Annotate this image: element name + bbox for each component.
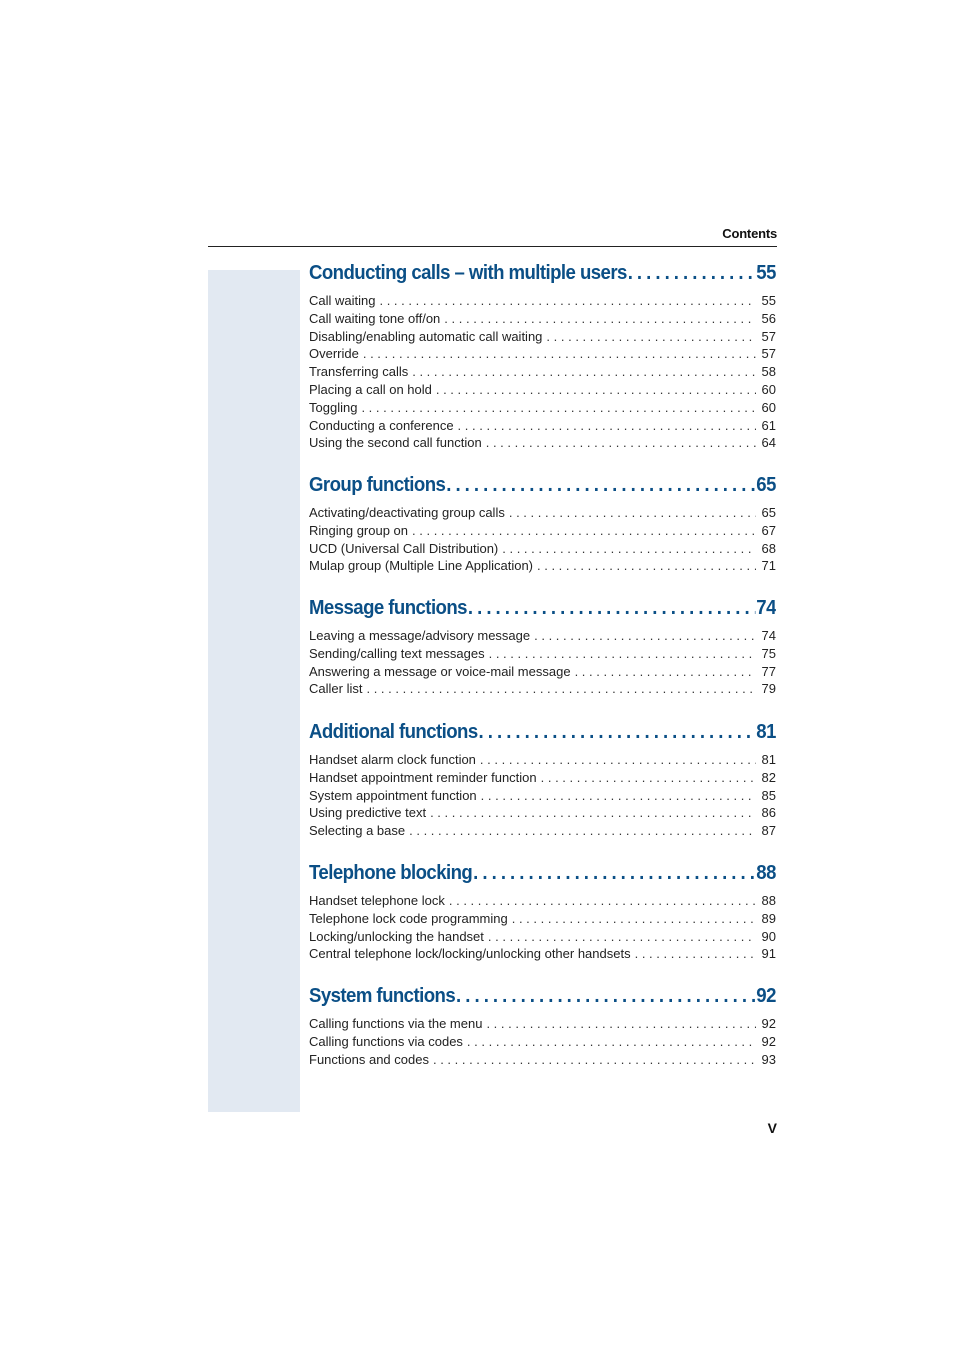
section-heading-link[interactable] xyxy=(309,862,776,892)
entry-title: Placing a call on hold xyxy=(309,381,432,397)
dot-leader xyxy=(446,474,755,497)
section-page: 88 xyxy=(756,862,776,884)
dot-leader xyxy=(436,382,756,397)
entry-page: 60 xyxy=(761,399,776,415)
entry-title: Caller list xyxy=(309,681,363,697)
dot-leader xyxy=(433,1052,756,1067)
entry-page: 91 xyxy=(761,946,776,962)
entry-page: 92 xyxy=(761,1033,776,1049)
dot-leader xyxy=(512,911,756,926)
toc-entry[interactable] xyxy=(309,646,776,664)
toc-entry[interactable] xyxy=(309,911,776,929)
dot-leader xyxy=(481,788,756,803)
dot-leader xyxy=(628,262,756,285)
entry-title: Selecting a base xyxy=(309,823,406,839)
dot-leader xyxy=(541,770,756,785)
entry-page: 85 xyxy=(761,787,776,803)
dot-leader xyxy=(489,646,756,661)
toc-entry[interactable] xyxy=(309,1016,776,1034)
toc-entry[interactable] xyxy=(309,435,776,453)
entry-page: 92 xyxy=(761,1016,776,1031)
dot-leader xyxy=(361,400,756,415)
dot-leader xyxy=(486,1016,756,1031)
dot-leader xyxy=(502,541,756,556)
entry-page: 86 xyxy=(761,805,776,821)
toc-section xyxy=(309,721,776,862)
dot-leader xyxy=(458,418,756,433)
toc-entry[interactable] xyxy=(309,364,776,382)
dot-leader xyxy=(412,523,756,538)
section-heading-link[interactable] xyxy=(309,474,776,504)
toc-entry[interactable] xyxy=(309,505,776,523)
toc-entry[interactable] xyxy=(309,823,776,841)
dot-leader xyxy=(509,505,756,520)
section-page: 65 xyxy=(756,474,776,496)
toc-entry[interactable] xyxy=(309,946,776,964)
toc-entry[interactable] xyxy=(309,752,776,770)
entry-title: System appointment function xyxy=(309,787,477,803)
toc-entry[interactable] xyxy=(309,628,776,646)
entry-title: Call waiting tone off/on xyxy=(309,310,441,326)
entry-page: 68 xyxy=(761,540,776,556)
entry-page: 58 xyxy=(761,364,776,380)
entry-title: Call waiting xyxy=(309,293,376,308)
entry-title: Override xyxy=(309,346,359,362)
entry-page: 64 xyxy=(761,435,776,451)
toc-entry[interactable] xyxy=(309,523,776,541)
section-entries xyxy=(309,505,776,576)
header-rule xyxy=(208,246,777,247)
toc-entry[interactable] xyxy=(309,311,776,329)
entry-page: 57 xyxy=(761,346,776,362)
entry-title: Central telephone lock/locking/unlocking other handsets xyxy=(309,946,631,962)
entry-page: 90 xyxy=(761,928,776,944)
dot-leader xyxy=(467,1034,756,1049)
header-label: Contents xyxy=(722,226,777,241)
section-title: System functions xyxy=(309,985,456,1007)
dot-leader xyxy=(534,628,756,643)
entry-page: 55 xyxy=(761,293,776,308)
page-number: V xyxy=(767,1120,777,1136)
entry-title: UCD (Universal Call Distribution) xyxy=(309,540,499,556)
entry-page: 75 xyxy=(761,645,776,661)
toc-entry[interactable] xyxy=(309,293,776,311)
toc-entry[interactable] xyxy=(309,664,776,682)
toc-entry[interactable] xyxy=(309,400,776,418)
dot-leader xyxy=(366,681,756,696)
entry-title: Leaving a message/advisory message xyxy=(309,628,531,643)
section-heading-link[interactable] xyxy=(309,985,776,1015)
entry-title: Calling functions via the menu xyxy=(309,1016,483,1031)
section-entries xyxy=(309,293,776,453)
entry-title: Disabling/enabling automatic call waiting xyxy=(309,328,543,344)
toc-entry[interactable] xyxy=(309,1034,776,1052)
dot-leader xyxy=(444,311,756,326)
side-panel xyxy=(208,270,300,1112)
section-heading-link[interactable] xyxy=(309,262,776,292)
section-entries xyxy=(309,893,776,964)
entry-title: Functions and codes xyxy=(309,1051,429,1067)
dot-leader xyxy=(537,558,756,573)
dot-leader xyxy=(575,664,756,679)
entry-page: 71 xyxy=(761,558,776,574)
dot-leader xyxy=(480,752,756,767)
dot-leader xyxy=(546,329,756,344)
section-title: Conducting calls – with multiple users xyxy=(309,262,627,284)
toc-entry[interactable] xyxy=(309,681,776,699)
toc-entry[interactable] xyxy=(309,893,776,911)
dot-leader xyxy=(409,823,756,838)
entry-page: 88 xyxy=(761,893,776,908)
entry-title: Handset alarm clock function xyxy=(309,752,476,767)
section-page: 55 xyxy=(756,262,776,284)
entry-page: 56 xyxy=(761,310,776,326)
section-heading-link[interactable] xyxy=(309,597,776,627)
dot-leader xyxy=(430,805,756,820)
entry-title: Answering a message or voice-mail message xyxy=(309,663,571,679)
dot-leader xyxy=(635,946,756,961)
entry-page: 79 xyxy=(761,681,776,697)
dot-leader xyxy=(412,364,756,379)
entry-title: Using the second call function xyxy=(309,435,482,451)
section-page: 92 xyxy=(756,985,776,1007)
entry-page: 81 xyxy=(761,752,776,767)
section-heading-link[interactable] xyxy=(309,721,776,751)
dot-leader xyxy=(468,597,755,620)
entry-page: 74 xyxy=(761,628,776,643)
toc-entry[interactable] xyxy=(309,788,776,806)
toc-section xyxy=(309,262,776,474)
toc-entry[interactable] xyxy=(309,329,776,347)
entry-page: 82 xyxy=(761,769,776,785)
toc-entry[interactable] xyxy=(309,541,776,559)
section-title: Group functions xyxy=(309,474,446,496)
toc-entry[interactable] xyxy=(309,805,776,823)
entry-title: Telephone lock code programming xyxy=(309,910,508,926)
entry-title: Transferring calls xyxy=(309,364,409,380)
entry-page: 60 xyxy=(761,381,776,397)
toc-entry[interactable] xyxy=(309,1052,776,1070)
dot-leader xyxy=(488,929,756,944)
section-entries xyxy=(309,752,776,841)
dot-leader xyxy=(379,293,756,308)
toc-entry[interactable] xyxy=(309,346,776,364)
section-entries xyxy=(309,1016,776,1069)
toc-entry[interactable] xyxy=(309,929,776,947)
entry-page: 67 xyxy=(761,522,776,538)
entry-title: Handset telephone lock xyxy=(309,893,445,908)
section-title: Telephone blocking xyxy=(309,862,473,884)
entry-title: Ringing group on xyxy=(309,522,409,538)
entry-page: 57 xyxy=(761,328,776,344)
section-title: Additional functions xyxy=(309,721,478,743)
entry-title: Locking/unlocking the handset xyxy=(309,928,484,944)
toc-section xyxy=(309,985,776,1085)
toc-entry[interactable] xyxy=(309,382,776,400)
entry-page: 89 xyxy=(761,910,776,926)
entry-page: 65 xyxy=(761,505,776,520)
entry-title: Sending/calling text messages xyxy=(309,645,485,661)
dot-leader xyxy=(449,893,756,908)
dot-leader xyxy=(473,862,755,885)
entry-title: Activating/deactivating group calls xyxy=(309,505,505,520)
dot-leader xyxy=(486,435,756,450)
entry-title: Calling functions via codes xyxy=(309,1033,463,1049)
toc-entry[interactable] xyxy=(309,418,776,436)
entry-title: Handset appointment reminder function xyxy=(309,769,537,785)
section-title: Message functions xyxy=(309,597,467,619)
entry-title: Using predictive text xyxy=(309,805,427,821)
toc-entry[interactable] xyxy=(309,558,776,576)
section-page: 74 xyxy=(756,597,776,619)
table-of-contents xyxy=(309,262,776,1085)
entry-title: Toggling xyxy=(309,399,358,415)
section-entries xyxy=(309,628,776,699)
entry-page: 77 xyxy=(761,663,776,679)
toc-section xyxy=(309,862,776,985)
toc-section xyxy=(309,474,776,597)
dot-leader xyxy=(363,346,756,361)
dot-leader xyxy=(479,721,756,744)
toc-section xyxy=(309,597,776,721)
section-page: 81 xyxy=(756,721,776,743)
entry-page: 61 xyxy=(761,417,776,433)
entry-title: Conducting a conference xyxy=(309,417,454,433)
toc-entry[interactable] xyxy=(309,770,776,788)
entry-title: Mulap group (Multiple Line Application) xyxy=(309,558,534,574)
dot-leader xyxy=(456,985,755,1008)
entry-page: 93 xyxy=(761,1051,776,1067)
entry-page: 87 xyxy=(761,823,776,839)
